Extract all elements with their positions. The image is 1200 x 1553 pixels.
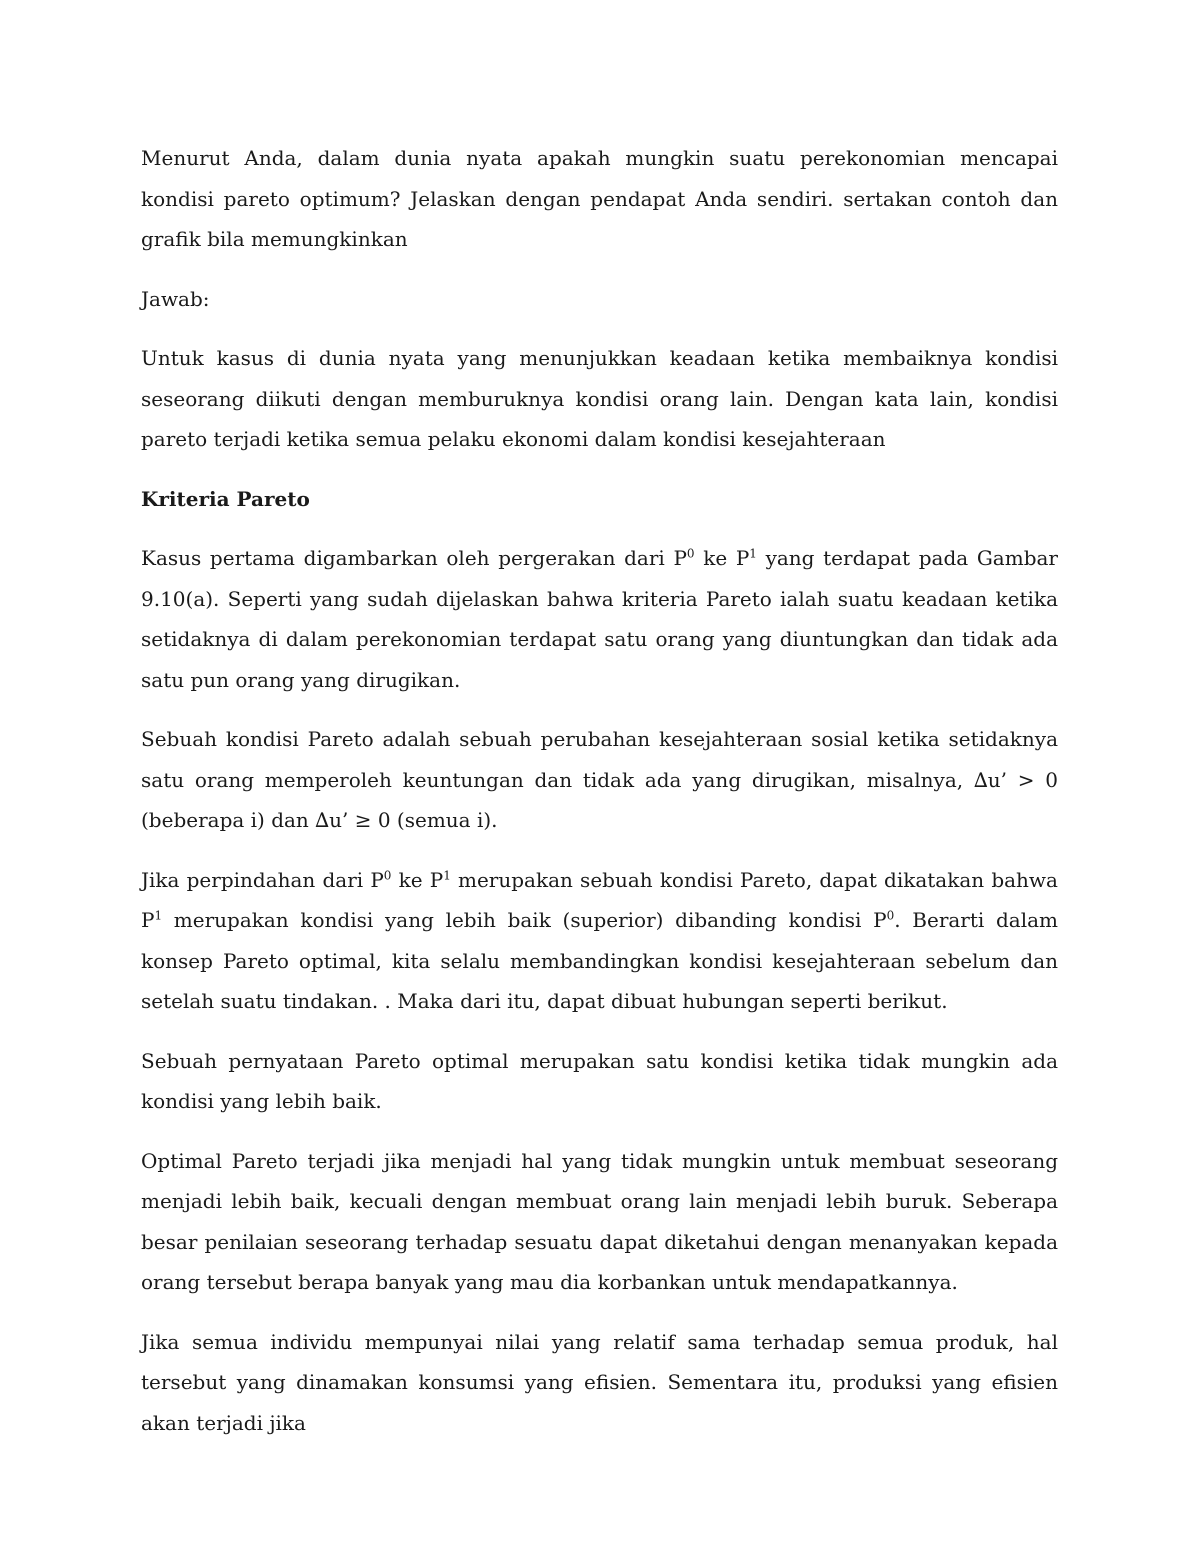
text-segment: Kasus pertama digambarkan oleh pergerakan dari P xyxy=(141,546,687,570)
answer-label: Jawab: xyxy=(141,286,210,311)
pareto-optimal-statement-paragraph: Sebuah pernyataan Pareto optimal merupakan satu kondisi ketika tidak mungkin ada kondisi yang lebih baik. xyxy=(141,1048,1058,1113)
pareto-criteria-paragraph xyxy=(141,538,1058,700)
text-segment: yang terdapat pada Gambar 9.10(a). Seperti yang sudah dijelaskan bahwa kriteria Pareto ialah suatu keadaan ketika setidaknya di dalam perekonomian terdapat satu orang yang diuntungkan dan tidak ada satu pun orang yang dirugikan. xyxy=(141,546,1058,692)
efficient-consumption-paragraph: Jika semua individu mempunyai nilai yang relatif sama terhadap semua produk, hal tersebut yang dinamakan konsumsi yang efisien. Sementara itu, produksi yang efisien akan terjadi jika xyxy=(141,1329,1058,1435)
superscript: 0 xyxy=(686,546,695,561)
text-segment: merupakan sebuah kondisi Pareto, dapat dikatakan bahwa P xyxy=(141,867,1058,932)
superscript: 1 xyxy=(749,546,757,561)
answer-intro-paragraph: Untuk kasus di dunia nyata yang menunjukkan keadaan ketika membaiknya kondisi seseorang diikuti dengan memburuknya kondisi orang lain. Dengan kata lain, kondisi pareto terjadi ketika semua pelaku ekonomi dalam kondisi kesejahteraan xyxy=(141,346,1058,451)
pareto-condition-paragraph: Sebuah kondisi Pareto adalah sebuah perubahan kesejahteraan sosial ketika setidaknya satu orang memperoleh keuntungan dan tidak ada yang dirugikan, misalnya, ∆u’ > 0 (beberapa i) dan ∆u’ ≥ 0 (semua i). xyxy=(141,727,1058,832)
superscript: 1 xyxy=(154,908,163,923)
text-segment: merupakan kondisi yang lebih baik (superior) dibanding kondisi P xyxy=(162,908,887,932)
superscript: 0 xyxy=(886,908,895,923)
superscript: 1 xyxy=(443,867,451,882)
question-paragraph: Menurut Anda, dalam dunia nyata apakah mungkin suatu perekonomian mencapai kondisi pareto optimum? Jelaskan dengan pendapat Anda sendiri. sertakan contoh dan grafik bila memungkinkan xyxy=(141,146,1058,251)
text-segment: . Berarti dalam konsep Pareto optimal, kita selalu membandingkan kondisi kesejahteraan sebelum dan setelah suatu tindakan. . Maka dari itu, dapat dibuat hubungan seperti berikut. xyxy=(141,908,1058,1013)
section-heading: Kriteria Pareto xyxy=(141,486,310,511)
text-segment: Jika perpindahan dari P xyxy=(141,867,384,892)
document-page xyxy=(141,138,1058,1462)
superscript: 0 xyxy=(383,867,392,882)
text-segment: ke P xyxy=(391,867,444,892)
text-segment: ke P xyxy=(694,546,750,570)
pareto-movement-paragraph xyxy=(141,860,1058,1022)
optimal-pareto-paragraph: Optimal Pareto terjadi jika menjadi hal yang tidak mungkin untuk membuat seseorang menjadi lebih baik, kecuali dengan membuat orang lain menjadi lebih buruk. Seberapa besar penilaian seseorang terhadap sesuatu dapat diketahui dengan menanyakan kepada orang tersebut berapa banyak yang mau dia korbankan untuk mendapatkannya. xyxy=(141,1148,1058,1294)
